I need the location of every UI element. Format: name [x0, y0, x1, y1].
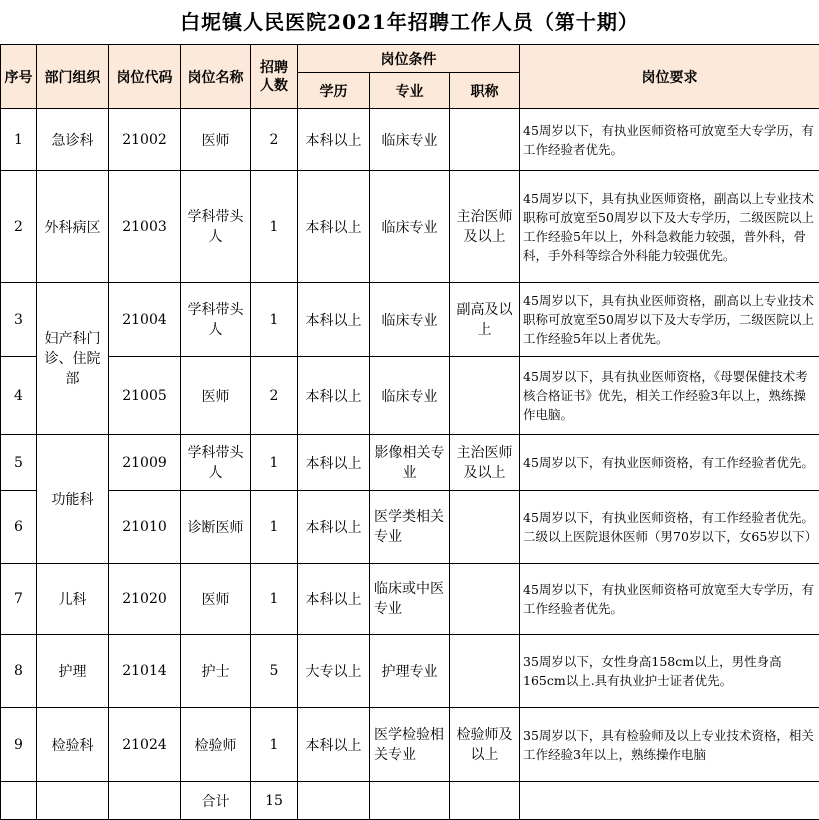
cell-seq: 6: [1, 491, 37, 564]
cell-title: [450, 564, 520, 635]
cell-title: [450, 491, 520, 564]
cell-edu: 本科以上: [298, 109, 370, 171]
cell-requirements: 45周岁以下，具有执业医师资格，副高以上专业技术职称可放宽至50周岁以下及大专学历，二级医院以上工作经验5年以上，外科急救能力较强，普外科，骨科，手外科等综合外科能力较强优先。: [520, 171, 819, 283]
cell-seq: 4: [1, 357, 37, 435]
cell-seq: 8: [1, 635, 37, 708]
cell-seq: 1: [1, 109, 37, 171]
cell-major: 临床专业: [370, 357, 450, 435]
cell-title: [450, 109, 520, 171]
cell-dept: 功能科: [37, 435, 109, 564]
table-row: [1, 435, 819, 491]
cell-requirements: 45周岁以下，具有执业医师资格，副高以上专业技术职称可放宽至50周岁以下及大专学历，二级医院以上工作经验5年以上者优先。: [520, 283, 819, 357]
cell-requirements: 45周岁以下，有执业医师资格，有工作经验者优先。: [520, 435, 819, 491]
cell-title: 主治医师及以上: [450, 171, 520, 283]
header-count: 招聘人数: [251, 45, 298, 109]
cell-empty: [520, 782, 819, 820]
cell-name: 医师: [181, 109, 251, 171]
cell-seq: 9: [1, 708, 37, 782]
cell-requirements: 45周岁以下，有执业医师资格可放宽至大专学历，有工作经验者优先。: [520, 109, 819, 171]
cell-count: 1: [251, 491, 298, 564]
header-requirements: 岗位要求: [520, 45, 819, 109]
cell-edu: 本科以上: [298, 283, 370, 357]
cell-seq: 2: [1, 171, 37, 283]
cell-empty: [450, 782, 520, 820]
cell-requirements: 35周岁以下，具有检验师及以上专业技术资格，相关工作经验3年以上，熟练操作电脑: [520, 708, 819, 782]
cell-empty: [370, 782, 450, 820]
table-row: [1, 171, 819, 283]
cell-major: 护理专业: [370, 635, 450, 708]
cell-count: 1: [251, 435, 298, 491]
recruitment-table: [0, 44, 819, 820]
cell-seq: 7: [1, 564, 37, 635]
table-row: [1, 491, 819, 564]
cell-name: 诊断医师: [181, 491, 251, 564]
total-label: 合计: [181, 782, 251, 820]
cell-edu: 本科以上: [298, 357, 370, 435]
cell-title: [450, 635, 520, 708]
cell-code: 21014: [109, 635, 181, 708]
cell-edu: 本科以上: [298, 171, 370, 283]
cell-count: 5: [251, 635, 298, 708]
cell-major: 医学检验相关专业: [370, 708, 450, 782]
cell-empty: [109, 782, 181, 820]
cell-dept: 外科病区: [37, 171, 109, 283]
cell-code: 21020: [109, 564, 181, 635]
cell-code: 21010: [109, 491, 181, 564]
cell-count: 2: [251, 109, 298, 171]
cell-count: 1: [251, 283, 298, 357]
cell-name: 医师: [181, 564, 251, 635]
header-major: 专业: [370, 73, 450, 109]
cell-code: 21009: [109, 435, 181, 491]
cell-name: 护士: [181, 635, 251, 708]
cell-edu: 本科以上: [298, 708, 370, 782]
cell-dept: 护理: [37, 635, 109, 708]
cell-requirements: 45周岁以下，有执业医师资格可放宽至大专学历，有工作经验者优先。: [520, 564, 819, 635]
header-code: 岗位代码: [109, 45, 181, 109]
cell-edu: 本科以上: [298, 491, 370, 564]
cell-empty: [1, 782, 37, 820]
cell-name: 学科带头人: [181, 171, 251, 283]
cell-code: 21005: [109, 357, 181, 435]
header-name: 岗位名称: [181, 45, 251, 109]
cell-empty: [37, 782, 109, 820]
table-row: [1, 635, 819, 708]
header-seq: 序号: [1, 45, 37, 109]
header-edu: 学历: [298, 73, 370, 109]
cell-requirements: 45周岁以下，具有执业医师资格，《母婴保健技术考核合格证书》优先，相关工作经验3年以上，熟练操作电脑。: [520, 357, 819, 435]
cell-dept: 急诊科: [37, 109, 109, 171]
cell-code: 21003: [109, 171, 181, 283]
page-title: 白坭镇人民医院2021年招聘工作人员（第十期）: [180, 10, 639, 34]
cell-major: 临床或中医专业: [370, 564, 450, 635]
table-row: [1, 708, 819, 782]
cell-edu: 本科以上: [298, 435, 370, 491]
table-row: [1, 283, 819, 357]
cell-dept: 检验科: [37, 708, 109, 782]
cell-title: [450, 357, 520, 435]
header-title: 职称: [450, 73, 520, 109]
cell-name: 医师: [181, 357, 251, 435]
cell-major: 临床专业: [370, 171, 450, 283]
cell-code: 21024: [109, 708, 181, 782]
cell-dept: 妇产科门诊、住院部: [37, 283, 109, 435]
cell-title: 副高及以上: [450, 283, 520, 357]
cell-edu: 大专以上: [298, 635, 370, 708]
cell-count: 1: [251, 171, 298, 283]
cell-count: 1: [251, 708, 298, 782]
cell-major: 影像相关专业: [370, 435, 450, 491]
header-dept: 部门组织: [37, 45, 109, 109]
cell-empty: [298, 782, 370, 820]
cell-title: 检验师及以上: [450, 708, 520, 782]
table-row: [1, 357, 819, 435]
table-row: [1, 564, 819, 635]
cell-code: 21004: [109, 283, 181, 357]
cell-seq: 3: [1, 283, 37, 357]
cell-title: 主治医师及以上: [450, 435, 520, 491]
cell-count: 1: [251, 564, 298, 635]
cell-major: 临床专业: [370, 283, 450, 357]
cell-name: 学科带头人: [181, 283, 251, 357]
cell-code: 21002: [109, 109, 181, 171]
cell-name: 学科带头人: [181, 435, 251, 491]
cell-dept: 儿科: [37, 564, 109, 635]
cell-edu: 本科以上: [298, 564, 370, 635]
table-row: [1, 109, 819, 171]
cell-name: 检验师: [181, 708, 251, 782]
total-row: [1, 782, 819, 820]
cell-major: 临床专业: [370, 109, 450, 171]
cell-requirements: 35周岁以下，女性身高158cm以上，男性身高165cm以上.具有执业护士证者优先。: [520, 635, 819, 708]
total-count: 15: [251, 782, 298, 820]
cell-count: 2: [251, 357, 298, 435]
header-conditions: 岗位条件: [298, 45, 520, 73]
cell-major: 医学类相关专业: [370, 491, 450, 564]
cell-requirements: 45周岁以下，有执业医师资格，有工作经验者优先。二级以上医院退休医师（男70岁以下，女65岁以下）: [520, 491, 819, 564]
cell-seq: 5: [1, 435, 37, 491]
